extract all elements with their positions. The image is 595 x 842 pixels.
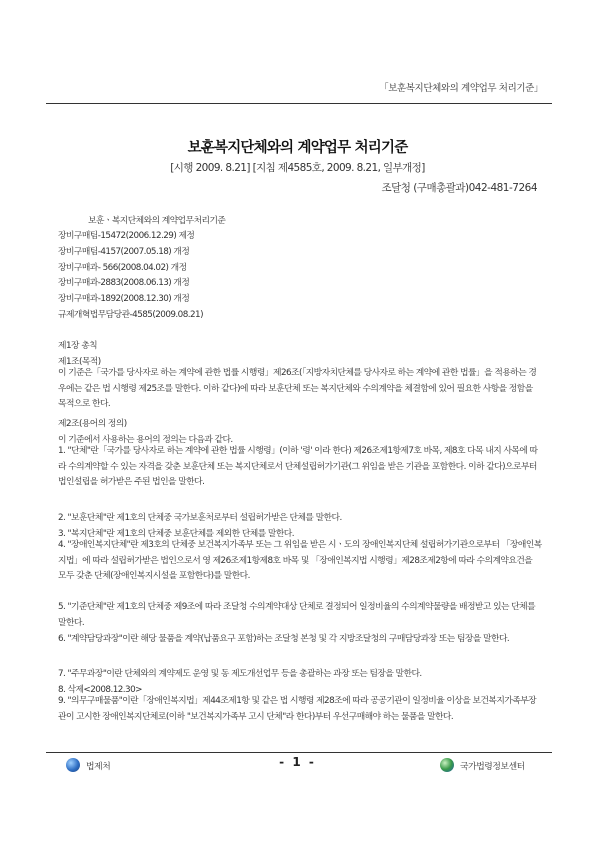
footer-left-text: 법제처 [86, 761, 111, 772]
enforcement-info: [시행 2009. 8.21] [지침 제4585호, 2009. 8.21, 일부개정] [170, 162, 425, 174]
contact-info: 조달청 (구매총괄과)042-481-7264 [381, 182, 537, 194]
definition-item: 6. "계약담당과장"이란 해당 물품을 계약(납품요구 포함)하는 조달청 본청 및 각 지방조달청의 구매담당과장 또는 팀장을 말한다. [58, 634, 510, 644]
article-text: 이 기준에서 사용하는 용어의 정의는 다음과 같다. [58, 435, 233, 445]
definition-item: 2. "보훈단체"란 제1호의 단체중 국가보훈처로부터 설립허가받은 단체를 말한다. [58, 513, 342, 523]
history-heading: 보훈ㆍ복지단체와의 계약업무처리기준 [88, 216, 226, 226]
history-line: 장비구매팀-4157(2007.05.18) 개정 [58, 247, 190, 257]
definition-item: 1. "단체"란「국가를 당사자로 하는 계약에 관한 법률 시행령」(이하 '령' 이라 한다) 제26조제1항제7호 바목, 제8호 다목 내지 사목에 따라 수의계약할 수 있는 자격을 갖춘 보훈단체 또는 복지단체로서 단체설립허가기관(그 위임을 받은 기관을 포함한다. 이하 같다)으로부터 법인설립을 허가받은 주된 법인을 말한다. [58, 446, 538, 488]
history-line: 규제개혁법무담당관-4585(2009.08.21) [58, 310, 203, 320]
footer-source [440, 758, 525, 772]
definition-item: 3. "복지단체"란 제1호의 단체중 보훈단체를 제외한 단체를 말한다. [58, 529, 294, 539]
history-line: 장비구매과- 566(2008.04.02) 개정 [58, 263, 187, 273]
document-title: 보훈복지단체와의 계약업무 처리기준 [187, 140, 408, 156]
history-line: 장비구매과-2883(2008.06.13) 개정 [58, 278, 190, 288]
definition-item: 8. 삭제<2008.12.30> [58, 685, 142, 695]
header-rule [46, 103, 552, 104]
history-line: 장비구매과-1892(2008.12.30) 개정 [58, 294, 190, 304]
footer-rule [46, 752, 552, 753]
definition-item: 7. "주무과장"이란 단체와의 계약제도 운영 및 동 제도개선업무 등을 총괄하는 과장 또는 팀장을 말한다. [58, 669, 422, 679]
article-heading: 제2조(용어의 정의) [58, 419, 127, 429]
history-line: 장비구매팀-15472(2006.12.29) 제정 [58, 231, 195, 241]
chapter-heading: 제1장 총칙 [58, 341, 98, 351]
page-number: - 1 - [279, 755, 316, 769]
article-heading: 제1조(목적) [58, 357, 101, 367]
definition-item: 5. "기준단체"란 제1호의 단체중 제9조에 따라 조달청 수의계약대상 단체로 결정되어 일정비율의 수의계약물량을 배정받고 있는 단체를 말한다. [58, 602, 536, 628]
running-header: 「보훈복지단체와의 계약업무 처리기준」 [379, 83, 543, 94]
footer-right-text: 국가법령정보센터 [460, 761, 525, 772]
globe-logo-icon [440, 758, 454, 772]
definition-item: 4. "장애인복지단체"란 제3호의 단체중 보건복지가족부 또는 그 위임을 받은 시ㆍ도의 장애인복지단체 설립허가기관으로부터 「장애인복지법」에 따라 설립허가받은 법인으로서 영 제26조제1항제8호 바목 및 「장애인복지법 시행령」제28조제2항에 따라 수의계약요건을 모두 갖춘 단체(장애인복지시설을 포함한다)를 말한다. [58, 540, 542, 582]
article-text: 이 기준은「국가를 당사자로 하는 계약에 관한 법률 시행령」제26조(「지방자치단체를 당사자로 하는 계약에 관한 법률」을 적용하는 경우에는 같은 법 시행령 제25조를 말한다. 이하 같다)에 따라 보훈단체 또는 복지단체와 수의계약을 체결함에 있어 필요한 사항을 정함을 목적으로 한다. [58, 368, 537, 410]
definition-item: 9. "의무구매물품"이란「장애인복지법」제44조제1항 및 같은 법 시행령 제28조에 따라 공공기관이 일정비율 이상을 보건복지가족부장관이 고시한 장애인복지단체로(이하 "보건복지가족부 고시 단체"라 한다)부터 우선구매해야 하는 물품을 말한다. [58, 696, 537, 722]
